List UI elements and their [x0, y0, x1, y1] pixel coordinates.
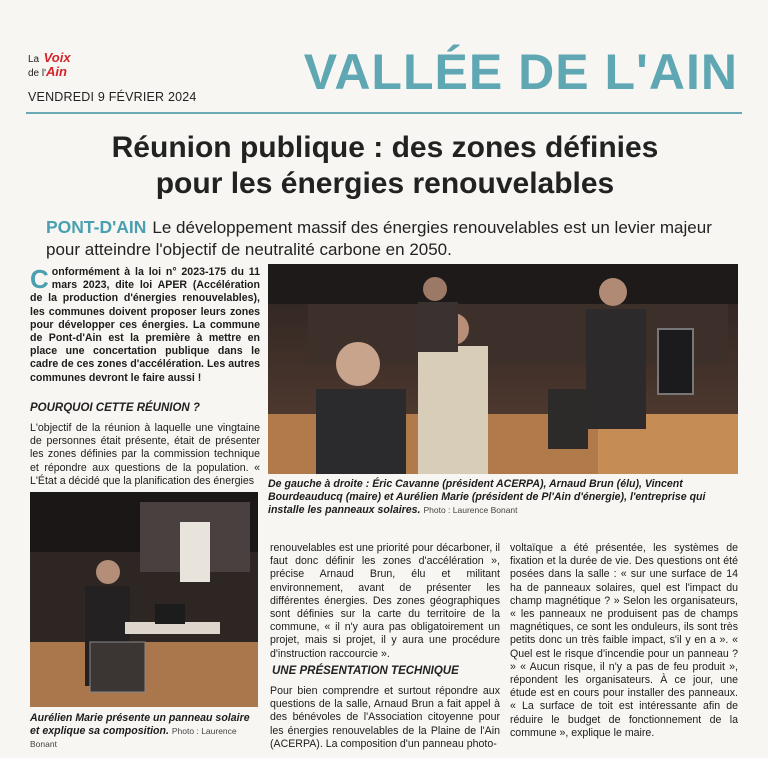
photo-caption-2 [30, 712, 258, 751]
lead-text: Le développement massif des énergies renouvelables est un levier majeur pour atteindre l'objectif de neutralité carbone en 2050. [46, 218, 712, 259]
publication-date: VENDREDI 9 FÉVRIER 2024 [28, 90, 197, 104]
drop-cap: C [30, 264, 49, 294]
photo-caption-1 [268, 478, 738, 517]
photo-speakers [268, 264, 738, 474]
caption-2-text: Aurélien Marie présente un panneau solaire et explique sa composition. [30, 712, 250, 737]
newspaper-logo [28, 52, 71, 80]
article-lead [46, 216, 736, 261]
caption-2-credit: Photo : Laurence Bonant [30, 726, 237, 749]
section-title: VALLÉE DE L'AIN [303, 44, 738, 100]
subhead-why: POURQUOI CETTE RÉUNION ? [30, 402, 200, 414]
photo-speakers-illustration [268, 264, 738, 474]
logo-de: de l' [28, 68, 47, 79]
photo-presentation [30, 492, 258, 707]
headline-line-1: Réunion publique : des zones définies [111, 131, 659, 164]
body-text-1: L'objectif de la réunion à laquelle une vingtaine de personnes était présente, était de présenter les zones définies par la commission technique et répondre aux questions de la population. « L'État a décidé que la planification des énergies [30, 422, 260, 487]
town-label: PONT-D'AIN [46, 217, 147, 237]
body-text-4: voltaïque a été présentée, les systèmes de fixation et la durée de vie. Des questions ont été posées dans la salle : « sur une surface de 14 ha de panneaux solaires, quel est l'impact du champ magnétique ? » Selon les organisateurs, « les panneaux ne produisent pas de champs magnétiques, ce sont les onduleurs, ils sont très petits donc un très faible impact, s'il y en a ». « Quel est le risque d'incendie pour un panneau ? » « Aucun risque, il n'y a pas de feu produit », répondent les organisateurs. À ce jour, une étude est en cours pour installer des panneaux. « La surface de toit est intéressante afin de réduire le budget de fonctionnement de la commune », explique le maire. [510, 542, 738, 739]
logo-la: La [28, 54, 40, 65]
caption-1-text: De gauche à droite : Éric Cavanne (président ACERPA), Arnaud Brun (élu), Vincent Bourdeauducq (maire) et Aurélien Marie (président de Pl'Ain d'énergie), l'entreprise qui installe les panneaux solaires. [268, 478, 706, 516]
intro-text: onformément à la loi n° 2023-175 du 11 mars 2023, dite loi APER (Accélération de la production d'énergies renouvelables), les communes doivent proposer leurs zones pour développer ces énergies. La commune de Pont-d'Ain est la première à mettre en place une concertation publique dans le cadre de ces zones d'accélération. Les autres communes devront le faire aussi ! [30, 266, 260, 384]
headline-line-2: pour les énergies renouvelables [155, 167, 615, 200]
logo-ain: Ain [46, 64, 67, 79]
header-rule [26, 112, 742, 114]
subhead-presentation: UNE PRÉSENTATION TECHNIQUE [272, 665, 459, 677]
caption-1-credit: Photo : Laurence Bonant [423, 505, 518, 515]
body-text-3: Pour bien comprendre et surtout répondre aux questions de la salle, Arnaud Brun a fait appel à des bénévoles de l'Association citoyenne pour les énergies renouvelables de la Plaine de l'Ain (ACERPA). La composition d'un panneau photo- [270, 685, 500, 750]
intro-paragraph [30, 266, 260, 385]
body-text-2: renouvelables est une priorité pour décarboner, il faut donc définir les zones d'accélération », précise Arnaud Brun, élu et militant environnement, avant de présenter les différentes énergies. Des zones géographiques sont définies sur la carte du territoire de la commune, « il n'y aura pas obligatoirement un projet, mais si projet, il y aura une procédure d'instruction raccourcie ». [270, 542, 500, 660]
article-headline [40, 130, 730, 202]
logo-voix: Voix [43, 50, 71, 65]
photo-presentation-illustration [30, 492, 258, 707]
